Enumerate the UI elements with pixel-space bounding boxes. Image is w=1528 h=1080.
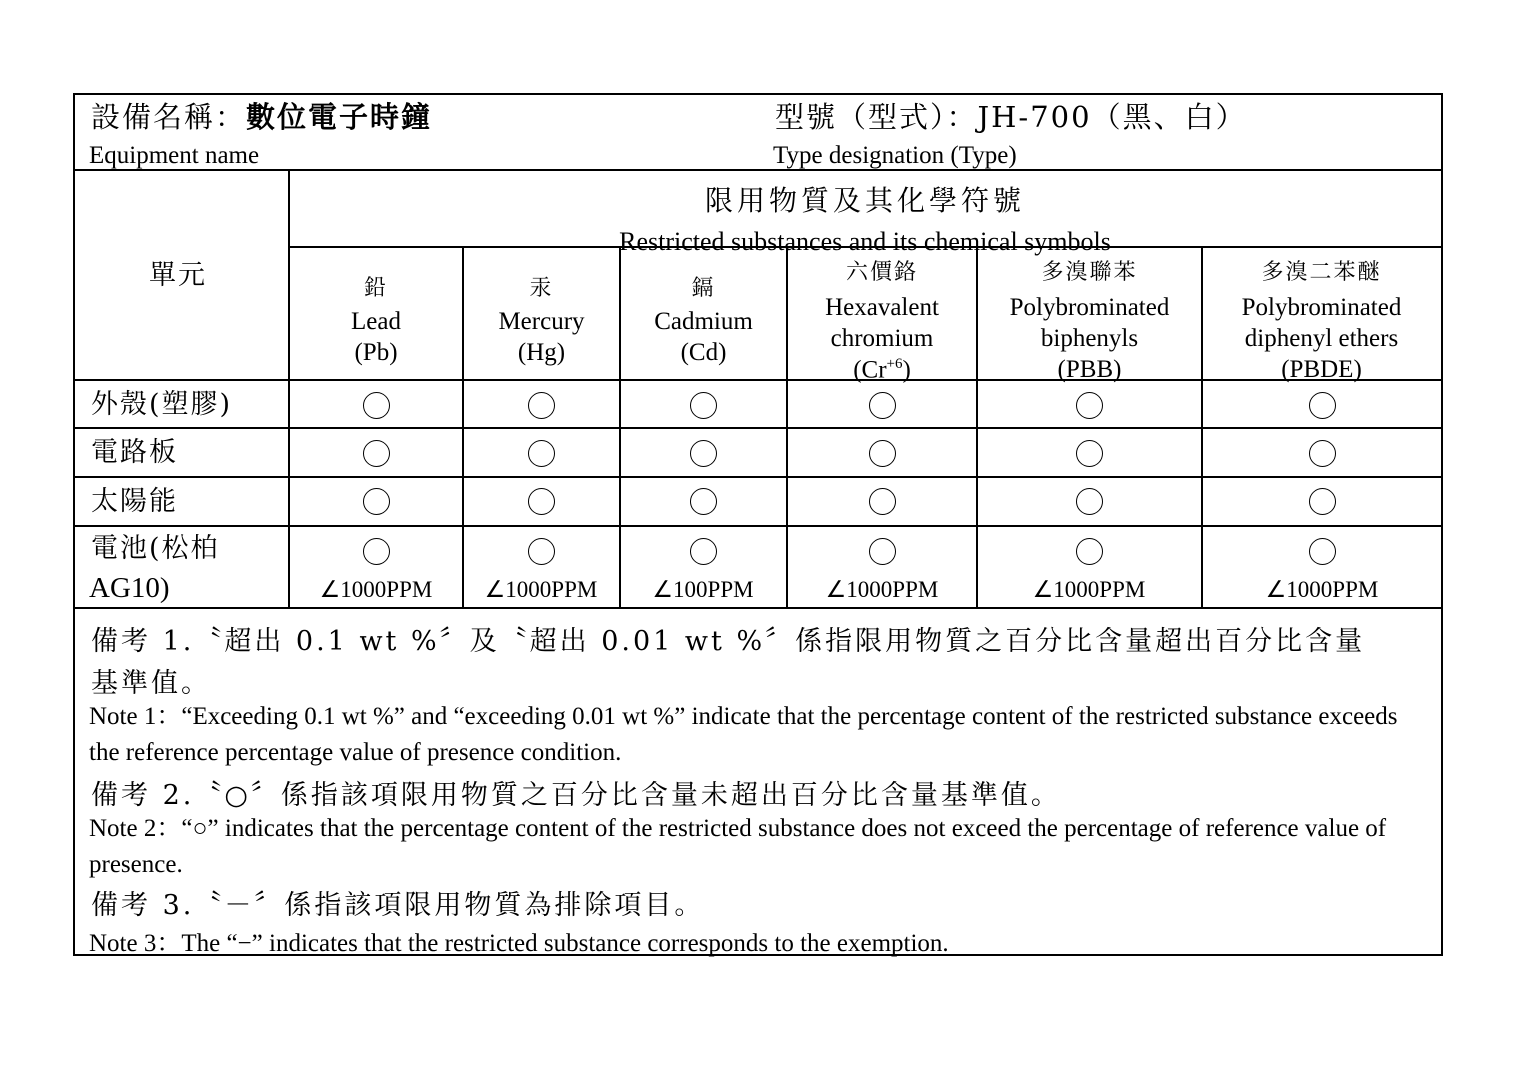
divider-row2	[75, 427, 1441, 429]
col-cadmium-zh: 鎘	[691, 276, 716, 301]
restricted-header	[289, 179, 1441, 257]
type-designation-en: Type designation (Type)	[773, 142, 1017, 169]
mark-housing-lead	[363, 392, 390, 419]
mark-board-lead	[363, 440, 390, 467]
note3-zh: 備考 3.〝－〞係指該項限用物質為排除項目。	[91, 890, 705, 921]
note1-en: Note 1：“Exceeding 0.1 wt %” and “exceeding 0.01 wt %” indicate that the percentage content of the restricted substance exceeds the reference percentage value of presence condition.	[89, 703, 1398, 766]
mark-housing-pbb	[1076, 392, 1103, 419]
mark-battery-cadmium	[690, 538, 717, 565]
mark-battery-mercury	[528, 538, 555, 565]
mark-housing-pbde	[1309, 392, 1336, 419]
type-label: 型號（型式）：	[775, 100, 978, 134]
row-label-circuit-board: 電路板	[91, 437, 178, 468]
mark-solar-chromium	[869, 488, 896, 515]
type-value: JH-700（黑、白）	[977, 100, 1247, 134]
equipment-label: 設備名稱：	[91, 100, 247, 134]
mark-board-chromium	[869, 440, 896, 467]
col-pbde	[1202, 255, 1441, 384]
mark-solar-mercury	[528, 488, 555, 515]
restricted-en: Restricted substances and its chemical symbols	[619, 227, 1111, 256]
unit-header: 單元	[149, 260, 207, 291]
mark-battery-pbb	[1076, 538, 1103, 565]
rohs-declaration-table	[73, 93, 1443, 956]
col-lead-en: Lead	[351, 308, 401, 335]
col-pbb	[977, 255, 1202, 384]
mark-housing-cadmium	[690, 392, 717, 419]
limit-mercury: ∠1000PPM	[484, 577, 598, 602]
mark-board-pbde	[1309, 440, 1336, 467]
divider-header	[75, 169, 1441, 171]
mark-solar-pbde	[1309, 488, 1336, 515]
col-cadmium	[620, 271, 787, 367]
row-label-battery: 電池(松柏	[91, 533, 220, 564]
mark-housing-chromium	[869, 392, 896, 419]
col-pbb-symbol: (PBB)	[1057, 356, 1122, 383]
limit-lead: ∠1000PPM	[319, 577, 433, 602]
limit-pbb: ∠1000PPM	[1032, 577, 1146, 602]
row-label-housing: 外殼(塑膠)	[91, 389, 233, 420]
divider-row4	[75, 525, 1441, 527]
mark-board-cadmium	[690, 440, 717, 467]
col-mercury-zh: 汞	[529, 276, 554, 301]
col-lead-symbol: (Pb)	[354, 339, 398, 366]
col-chromium-en1: Hexavalent	[825, 294, 939, 321]
note2-zh: 備考 2.〝○〞係指該項限用物質之百分比含量未超出百分比含量基準值。	[91, 780, 1061, 811]
row-label-solar: 太陽能	[91, 486, 178, 517]
col-chromium-symbol	[853, 356, 911, 384]
type-designation	[775, 100, 1247, 134]
col-pbde-symbol: (PBDE)	[1281, 356, 1362, 383]
mark-battery-lead	[363, 538, 390, 565]
col-cadmium-symbol: (Cd)	[680, 339, 727, 366]
equipment-name	[91, 100, 433, 134]
limit-pbde: ∠1000PPM	[1265, 577, 1379, 602]
col-pbb-zh: 多溴聯苯	[1041, 260, 1138, 285]
mark-solar-cadmium	[690, 488, 717, 515]
mark-solar-lead	[363, 488, 390, 515]
col-hexavalent-chromium	[787, 255, 977, 384]
col-pbb-en1: Polybrominated	[1009, 294, 1170, 321]
note1-zh-cont: 基準值。	[91, 668, 211, 699]
col-pbde-en2: diphenyl ethers	[1244, 325, 1399, 352]
col-pbde-en1: Polybrominated	[1241, 294, 1402, 321]
mark-board-pbb	[1076, 440, 1103, 467]
equipment-value: 數位電子時鐘	[246, 100, 433, 134]
note2-en: Note 2：“○” indicates that the percentage content of the restricted substance does not exceed the percentage of reference value of presence.	[89, 815, 1387, 878]
row-label-battery-model: AG10)	[89, 572, 170, 604]
limit-cadmium: ∠100PPM	[652, 577, 754, 602]
mark-battery-chromium	[869, 538, 896, 565]
col-mercury-symbol: (Hg)	[517, 339, 566, 366]
note1-zh: 備考 1.〝超出 0.1 wt %〞及〝超出 0.01 wt %〞係指限用物質之百分比含量超出百分比含量	[91, 626, 1366, 657]
col-chromium-symbol-end: )	[902, 356, 911, 384]
note3-en: Note 3：The “−” indicates that the restricted substance corresponds to the exemption.	[89, 930, 949, 957]
col-chromium-zh: 六價鉻	[845, 260, 918, 285]
col-chromium-symbol-sup: +6	[886, 356, 903, 372]
col-cadmium-en: Cadmium	[654, 308, 753, 335]
mark-board-mercury	[528, 440, 555, 467]
limit-chromium: ∠1000PPM	[825, 577, 939, 602]
mark-solar-pbb	[1076, 488, 1103, 515]
restricted-zh: 限用物質及其化學符號	[704, 184, 1025, 217]
divider-row3	[75, 476, 1441, 478]
col-mercury	[463, 271, 620, 367]
col-lead-zh: 鉛	[363, 276, 388, 301]
col-lead	[289, 271, 463, 367]
col-pbde-zh: 多溴二苯醚	[1261, 260, 1382, 285]
mark-battery-pbde	[1309, 538, 1336, 565]
divider-notes	[75, 607, 1441, 609]
col-chromium-en2: chromium	[830, 325, 934, 352]
mark-housing-mercury	[528, 392, 555, 419]
equipment-name-en: Equipment name	[89, 142, 260, 169]
col-pbb-en2: biphenyls	[1040, 325, 1139, 352]
col-mercury-en: Mercury	[498, 308, 585, 335]
col-chromium-symbol-base: (Cr	[853, 356, 887, 384]
